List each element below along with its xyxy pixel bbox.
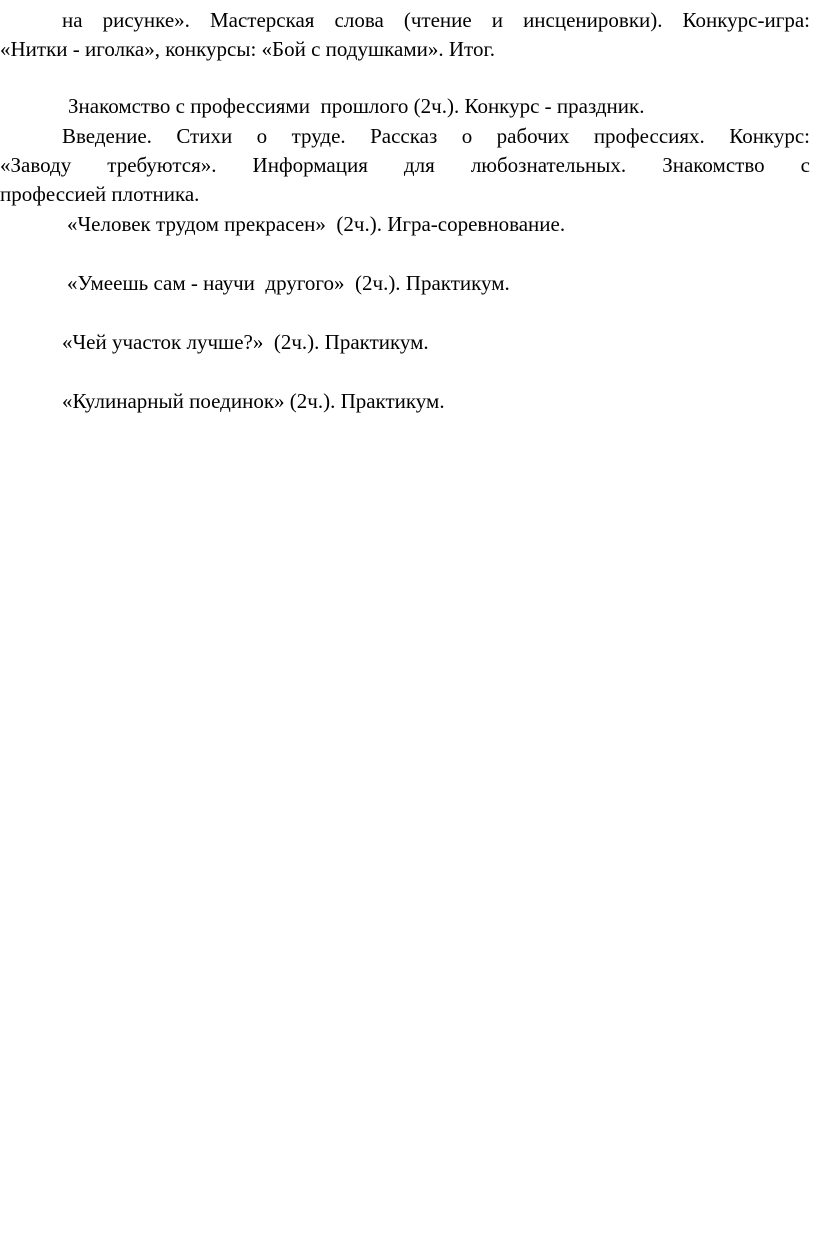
section-heading-labor-beautiful: «Человек трудом прекрасен» (2ч.). Игра-соревнование. bbox=[67, 212, 566, 236]
section-heading-teach-another: «Умеешь сам - научи другого» (2ч.). Практикум. bbox=[67, 271, 510, 295]
section-heading-culinary-duel: «Кулинарный поединок» (2ч.). Практикум. bbox=[62, 389, 445, 413]
paragraph-3-line-1: Введение. Стихи о труде. Рассказ о рабочих профессиях. Конкурс: bbox=[62, 124, 810, 148]
paragraph-3-line-3: профессией плотника. bbox=[0, 182, 200, 206]
section-heading-professions-past: Знакомство с профессиями прошлого (2ч.). Конкурс - праздник. bbox=[68, 94, 645, 118]
paragraph-1-line-1: на рисунке». Мастерская слова (чтение и инсценировки). Конкурс-игра: bbox=[62, 8, 810, 32]
paragraph-3-line-2: «Заводу требуются». Информация для любознательных. Знакомство с bbox=[0, 153, 810, 177]
section-heading-whose-plot: «Чей участок лучше?» (2ч.). Практикум. bbox=[62, 330, 429, 354]
paragraph-1-line-2: «Нитки - иголка», конкурсы: «Бой с подушками». Итог. bbox=[0, 37, 495, 61]
